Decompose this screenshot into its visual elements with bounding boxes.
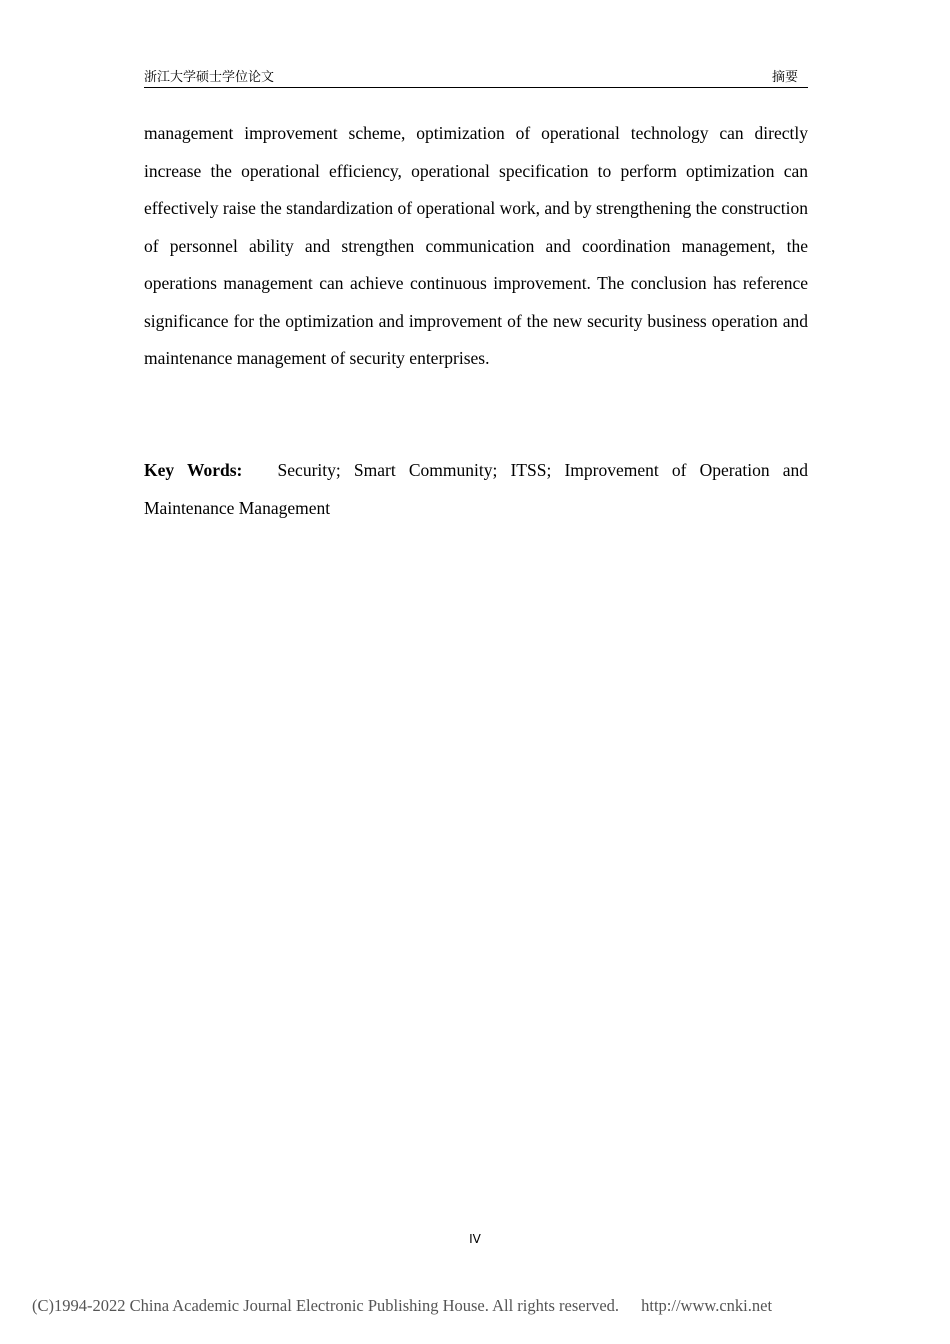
copyright-text: (C)1994-2022 China Academic Journal Electronic Publishing House. All rights reserved.: [32, 1296, 620, 1315]
keywords-label: Key Words:: [144, 460, 243, 480]
keywords-text: Security; Smart Community; ITSS; Improvement of Operation and Maintenance Management: [144, 460, 808, 518]
page-number: IV: [469, 1232, 481, 1246]
copyright-watermark: [32, 1296, 772, 1316]
header-thesis-title: 浙江大学硕士学位论文: [144, 70, 275, 85]
header-section-title: 摘要: [771, 70, 798, 85]
copyright-url: http://www.cnki.net: [641, 1296, 773, 1315]
abstract-paragraph: management improvement scheme, optimization of operational technology can directly increase the operational efficiency, operational specification to perform optimization can effectively raise the standardization of operational work, and by strengthening the construction of personnel ability and strengthen communication and coordination management, the operations management can achieve continuous improvement. The conclusion has reference significance for the optimization and improvement of the new security business operation and maintenance management of security enterprises.: [144, 123, 808, 368]
keywords-line: [144, 452, 808, 527]
running-header: [144, 68, 808, 88]
